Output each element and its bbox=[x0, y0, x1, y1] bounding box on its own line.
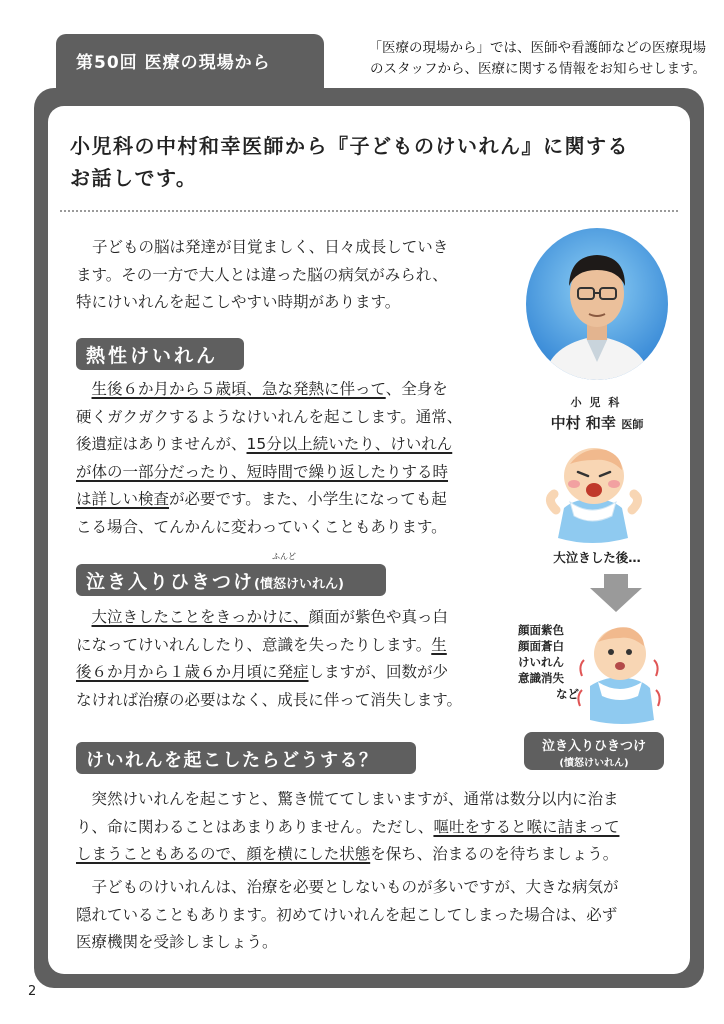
doctor-name: 中村 和幸 bbox=[550, 414, 616, 432]
emphasis-text: は詳しい検査 bbox=[76, 490, 170, 508]
section-title-paren: (憤怒けいれん) bbox=[254, 577, 344, 592]
doctor-photo bbox=[526, 228, 668, 380]
body-line: が体の一部分だったり、短時間で繰り返したりする時 bbox=[76, 462, 449, 481]
symptom-item: 顔面紫色 bbox=[518, 623, 564, 637]
crying-baby-icon bbox=[536, 438, 648, 550]
body-text: が必要です。また、小学生になっても起 bbox=[169, 490, 447, 508]
intro-paragraph-line: 特にけいれんを起こしやすい時期があります。 bbox=[76, 293, 401, 311]
ruby-text: ふんど bbox=[272, 552, 296, 561]
body-text: を保ち、治まるのを待ちましょう。 bbox=[370, 845, 619, 863]
body-line bbox=[76, 376, 516, 404]
arrow-down-icon bbox=[588, 574, 644, 614]
closing-line bbox=[76, 874, 676, 902]
body-line bbox=[76, 814, 676, 842]
emphasis-text: 15分以上続いたり、けいれん bbox=[246, 435, 453, 453]
body-line bbox=[76, 786, 676, 814]
body-line bbox=[76, 632, 516, 660]
symptom-item: 意識消失 bbox=[518, 671, 564, 685]
doctor-nameplate bbox=[532, 412, 662, 433]
section-title-breath-holding bbox=[76, 564, 386, 596]
section-title-what-to-do bbox=[76, 742, 416, 774]
symptom-item: けいれん bbox=[518, 655, 564, 669]
body-text: 顔面が紫色や真っ白 bbox=[308, 608, 449, 626]
headline-line: 小児科の中村和幸医師から『子どものけいれん』に関する bbox=[70, 134, 629, 158]
section-title-febrile-seizure bbox=[76, 338, 244, 370]
pale-baby-icon bbox=[576, 616, 662, 728]
emphasis-text: 嘔吐をすると喉に詰まって bbox=[433, 817, 620, 836]
emphasis-text: 生後６か月から５歳頃、急な発熱に伴って bbox=[91, 380, 386, 398]
body-text: 、全身を bbox=[385, 380, 448, 398]
symptom-list bbox=[518, 622, 579, 702]
body-text: になってけいれんしたり、意識を失ったりします。 bbox=[76, 635, 432, 654]
body-text: 突然けいれんを起こすと、驚き慌ててしまいますが、通常は数分以内に治ま bbox=[91, 790, 619, 808]
badge-line: 泣き入りひきつけ bbox=[541, 739, 646, 754]
dotted-divider bbox=[60, 210, 678, 212]
body-line: なければ治療の必要はなく、成長に伴って消失します。 bbox=[76, 690, 462, 709]
series-tab bbox=[56, 34, 324, 96]
doctor-title: 医師 bbox=[621, 418, 644, 431]
closing-line: 医療機関を受診しましょう。 bbox=[76, 933, 278, 951]
body-line: 硬くガクガクするようなけいれんを起こします。通常、 bbox=[76, 407, 463, 426]
breath-holding-badge bbox=[524, 732, 664, 770]
emphasis-text: 後６か月から１歳６か月頃に発症 bbox=[76, 663, 309, 681]
caption-after-cry: 大泣きした後… bbox=[553, 550, 641, 565]
headline bbox=[70, 130, 670, 194]
emphasis-text: 大泣きしたことをきっかけに、 bbox=[91, 608, 309, 626]
headline-line: お話しです。 bbox=[70, 166, 198, 190]
body-line bbox=[76, 486, 516, 514]
badge-line: (憤怒けいれん) bbox=[559, 758, 629, 769]
closing-paragraph bbox=[76, 874, 676, 957]
series-tab-label: 第50回 医療の現場から bbox=[76, 53, 271, 73]
doctor-department: 小 児 科 bbox=[570, 396, 622, 409]
section2-body bbox=[76, 604, 516, 714]
body-text: り、命に関わることはあまりありません。ただし、 bbox=[76, 817, 434, 836]
emphasis-text: しまうこともあるので、顔を横にした状態 bbox=[76, 845, 371, 863]
body-line bbox=[76, 604, 516, 632]
section-title-text: けいれんを起こしたらどうする？ bbox=[86, 750, 379, 771]
body-line bbox=[76, 431, 516, 459]
body-line bbox=[76, 841, 676, 869]
doctor-portrait-icon bbox=[526, 228, 668, 380]
section-title-text: 泣き入りひきつけ bbox=[86, 571, 255, 593]
symptom-item: など bbox=[556, 687, 579, 701]
intro-note-line: 「医療の現場から」では、医師や看護師などの医療現場 bbox=[368, 40, 706, 56]
body-line bbox=[76, 659, 516, 687]
section3-body bbox=[76, 786, 676, 869]
intro-paragraph-line: ます。その一方で大人とは違った脳の病気がみられ、 bbox=[76, 265, 448, 284]
intro-note bbox=[336, 38, 706, 80]
section1-body bbox=[76, 376, 516, 541]
symptom-item: 顔面蒼白 bbox=[518, 639, 564, 653]
page-number: 2 bbox=[28, 984, 37, 999]
body-text: しますが、回数が少 bbox=[308, 663, 449, 681]
emphasis-text: 生 bbox=[431, 635, 447, 654]
body-line: こる場合、てんかんに変わっていくこともあります。 bbox=[76, 517, 447, 536]
body-text: 子どものけいれんは、治療を必要としないものが多いですが、大きな病気が bbox=[91, 878, 619, 896]
intro-paragraph-line: 子どもの脳は発達が目覚ましく、日々成長していき bbox=[92, 238, 449, 256]
section-title-text: 熱性けいれん bbox=[86, 345, 219, 367]
closing-line: 隠れていることもあります。初めてけいれんを起こしてしまった場合は、必ず bbox=[76, 905, 618, 924]
intro-paragraph bbox=[76, 234, 516, 317]
intro-note-line: のスタッフから、医療に関する情報をお知らせします。 bbox=[369, 61, 706, 77]
body-text: 後遺症はありませんが、 bbox=[76, 435, 247, 453]
